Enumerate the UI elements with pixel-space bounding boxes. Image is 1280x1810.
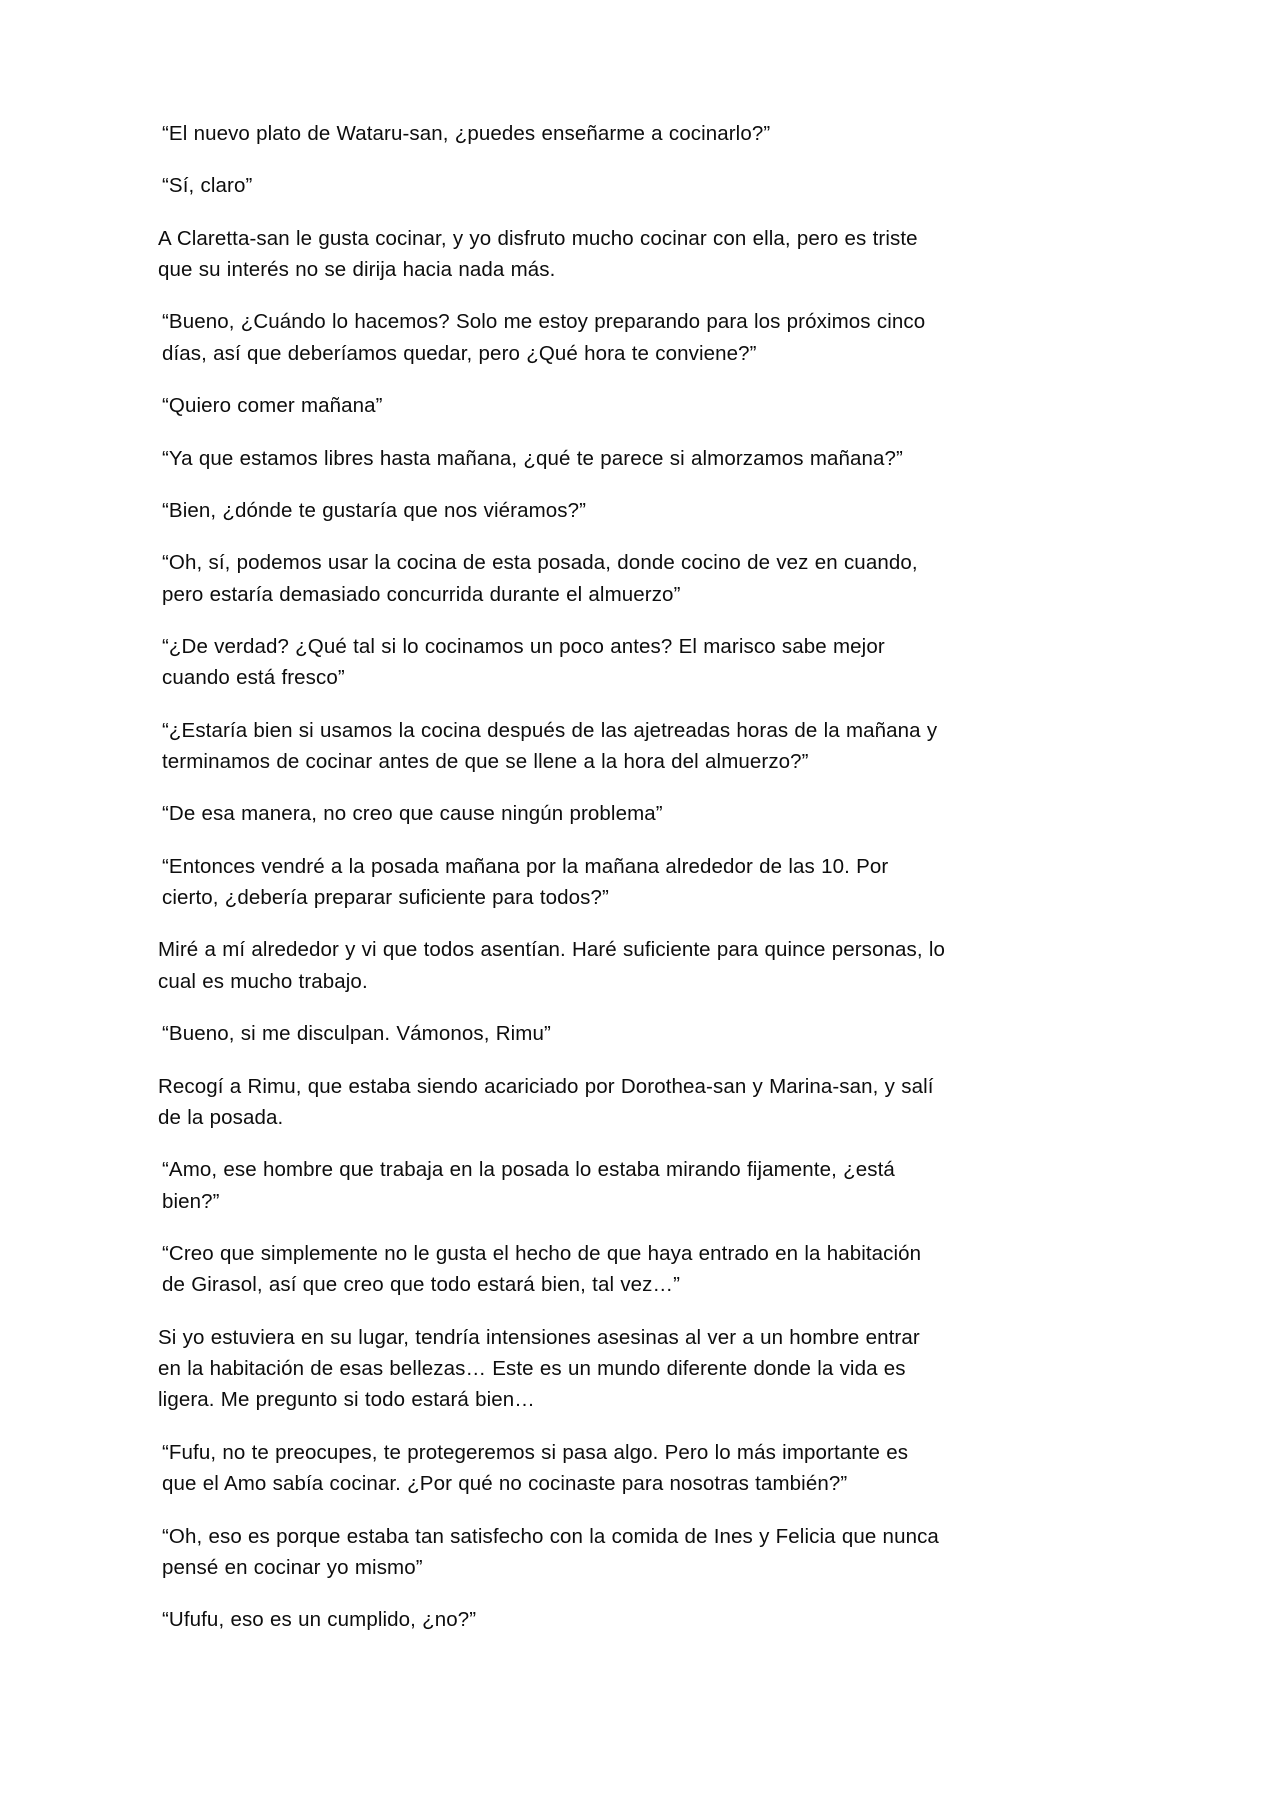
paragraph: Si yo estuviera en su lugar, tendría intensiones asesinas al ver a un hombre entrar en la habitación de esas bellezas… Este es un mundo diferente donde la vida es ligera. Me pregunto si todo estará bien… [158, 1325, 920, 1412]
paragraph: “Fufu, no te preocupes, te protegeremos si pasa algo. Pero lo más importante es que el Amo sabía cocinar. ¿Por qué no cocinaste para nosotras también?” [162, 1440, 909, 1496]
document-body [158, 118, 948, 1636]
paragraph: “Sí, claro” [162, 174, 253, 198]
paragraph: “De esa manera, no creo que cause ningún problema” [162, 802, 663, 826]
paragraph: “¿De verdad? ¿Qué tal si lo cocinamos un poco antes? El marisco sabe mejor cuando está fresco” [162, 634, 885, 690]
paragraph: Miré a mí alrededor y vi que todos asentían. Haré suficiente para quince personas, lo cual es mucho trabajo. [158, 938, 946, 993]
paragraph: “Ya que estamos libres hasta mañana, ¿qué te parece si almorzamos mañana?” [162, 446, 903, 470]
paragraph: Recogí a Rimu, que estaba siendo acariciado por Dorothea-san y Marina-san, y salí de la posada. [158, 1074, 934, 1129]
paragraph: “Oh, eso es porque estaba tan satisfecho con la comida de Ines y Felicia que nunca pensé en cocinar yo mismo” [162, 1524, 939, 1579]
paragraph: “Oh, sí, podemos usar la cocina de esta posada, donde cocino de vez en cuando, pero estaría demasiado concurrida durante el almuerzo” [162, 551, 918, 606]
paragraph: “¿Estaría bien si usamos la cocina después de las ajetreadas horas de la mañana y terminamos de cocinar antes de que se llene a la hora del almuerzo?” [162, 718, 938, 774]
paragraph: “Quiero comer mañana” [162, 394, 383, 418]
paragraph: “Creo que simplemente no le gusta el hecho de que haya entrado en la habitación de Girasol, así que creo que todo estará bien, tal vez…” [162, 1241, 922, 1297]
paragraph: “Bueno, si me disculpan. Vámonos, Rimu” [162, 1022, 551, 1046]
paragraph: “Entonces vendré a la posada mañana por la mañana alrededor de las 10. Por cierto, ¿debería preparar suficiente para todos?” [162, 854, 889, 910]
paragraph: “Amo, ese hombre que trabaja en la posada lo estaba mirando fijamente, ¿está bien?” [162, 1158, 895, 1213]
paragraph: “Bueno, ¿Cuándo lo hacemos? Solo me estoy preparando para los próximos cinco días, así que deberíamos quedar, pero ¿Qué hora te conviene?” [162, 310, 926, 365]
paragraph: “Bien, ¿dónde te gustaría que nos viéramos?” [162, 498, 587, 522]
paragraph: A Claretta-san le gusta cocinar, y yo disfruto mucho cocinar con ella, pero es triste que su interés no se dirija hacia nada más. [158, 226, 918, 282]
paragraph: “El nuevo plato de Wataru-san, ¿puedes enseñarme a cocinarlo?” [162, 122, 771, 145]
paragraph: “Ufufu, eso es un cumplido, ¿no?” [162, 1608, 477, 1632]
